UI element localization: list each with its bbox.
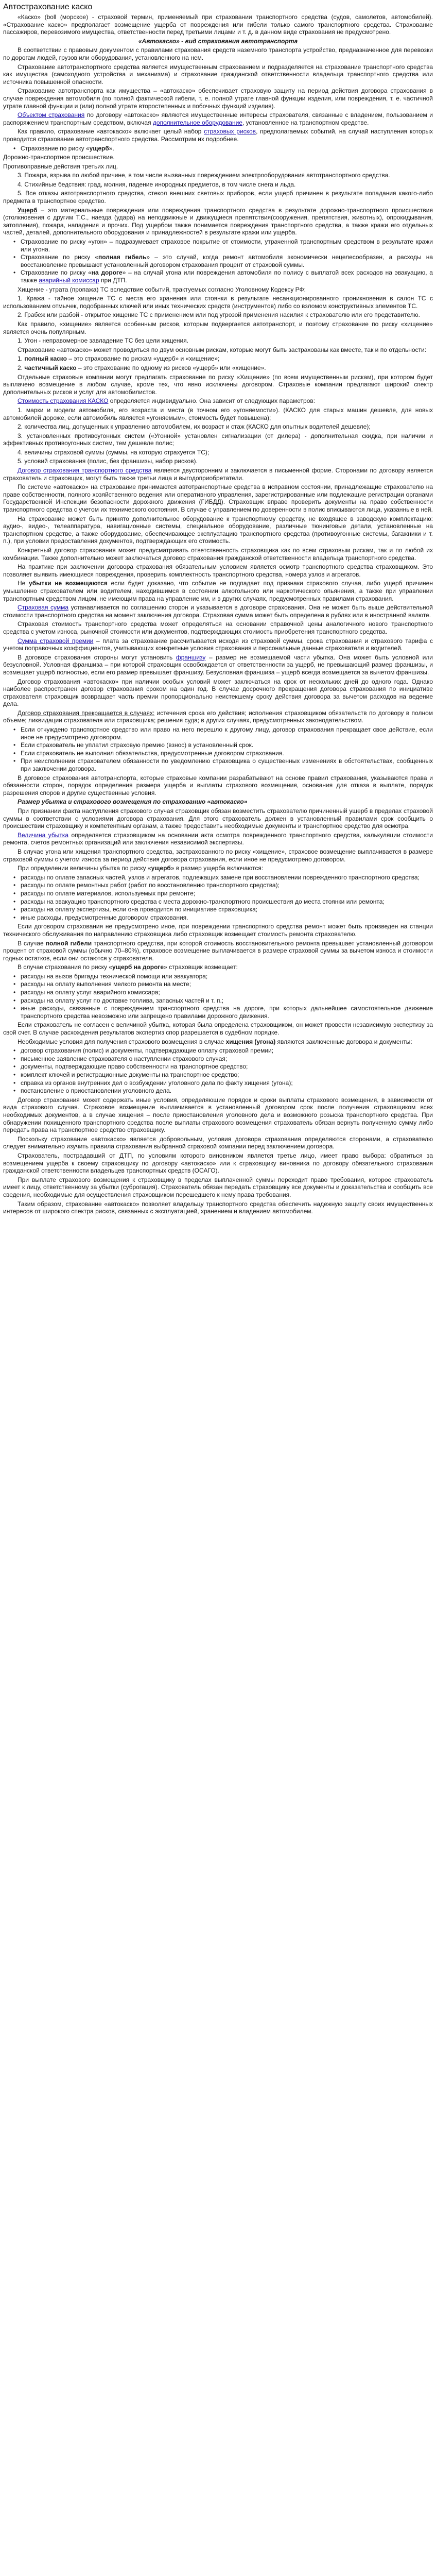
list: [3, 726, 433, 773]
list-item: • расходы на оплату экспертизы, если она проводится по инициативе страховщика;: [21, 906, 433, 913]
text: ».: [109, 144, 114, 152]
text: » страховщик возмещает:: [164, 963, 238, 971]
paragraph: Отдельные страховые компании могут предлагать страхование по риску «Хищение» (по всем имущественным рискам), при котором будет выплачено возмещение в любом случае, кроме тех, что явно исключены договором. Страховые компании предлагают широкий спектр дополнительных рисков и услуг для автомобилистов.: [3, 373, 433, 396]
paragraph: [3, 128, 433, 143]
list: [3, 1047, 433, 1095]
paragraph: Страхование автотранспортного средства является имущественным страхованием и подразделяется на страхование транспортного средства как имущества (самоходного устройства и механизма) и страхование гражданской ответственности владельца транспортного средства или источника повышенной опасности.: [3, 63, 433, 86]
text: истечения срока его действия; исполнения страховщиком обязательств по договору в полном объеме; ликвидации страхователя или страховщика; решения суда; в других случаях, предусмотренных законодательством.: [3, 709, 433, 724]
list-item: • Если страхователь не уплатил страховую премию (взнос) в установленный срок.: [21, 741, 433, 749]
paragraph: [3, 940, 433, 962]
emphasis: полной гибели: [45, 939, 92, 947]
paragraph: [3, 637, 433, 652]
list-item: • справка из органов внутренних дел о возбуждении уголовного дела по факту хищения (угона);: [21, 1079, 433, 1087]
paragraph: Поскольку страхование «автокаско» является добровольным, условия договора страхования определяются сторонами, а страхователю следует внимательно изучить правила страхования выбранной страховой компании перед заключением договора.: [3, 1135, 433, 1150]
list-item: • Если отчуждено транспортное средство или право на него перешло к другому лицу, договор страхования прекращает свое действие, если иное не предусмотрено договором.: [21, 726, 433, 741]
list-item: • расходы по оплате запасных частей, узлов и агрегатов, подлежащих замене при восстановлении поврежденного транспортного средства;: [21, 874, 433, 882]
paragraph: [3, 654, 433, 676]
paragraph: [3, 1038, 433, 1046]
paragraph: 1. Угон - неправомерное завладение ТС без цели хищения.: [18, 337, 189, 345]
paragraph: Если страхователь не согласен с величиной убытка, которая была определена страховщиком, он может провести независимую экспертизу за свой счет. В случае расхождения результатов экспертиз спор разрешается в судебном порядке.: [3, 1021, 433, 1037]
paragraph: [3, 111, 433, 126]
franchise-link[interactable]: франшизу: [176, 653, 206, 661]
text: если будет доказано, что событие не подпадает под признаки страхового случая, либо ущерб причинен умышленно страхователем или водителем, находившимся в состоянии алкогольного или наркотического опьянения, а также при управлении транспортным средством лицом, не имеющим права на управление им, и в других случаях, предусмотренных правилами страхования.: [3, 580, 433, 602]
paragraph: На практике при заключении договора страхования обязательным условием является осмотр транспортного средства страховщиком. Это позволяет выявить имеющиеся повреждения, проверить комплектность транспортного средства, номера узлов и агрегатов.: [3, 563, 433, 578]
paragraph: В договоре страхования автотранспорта, которые страховые компании разрабатывают на основе правил страхования, указываются права и обязанности сторон, порядок определения размера ущерба и выплаты страхового возмещения, основания для отказа в выплате, порядок разрешения споров и другие существенные условия.: [3, 774, 433, 796]
section-heading: [3, 798, 433, 806]
paragraph: Противоправные действия третьих лиц.: [3, 162, 118, 170]
emphasis: полная гибель: [98, 253, 147, 261]
section-heading-text: Размер убытка и страхового возмещения по страхованию «автокаско»: [18, 798, 248, 806]
risks-link[interactable]: страховых рисков: [204, 128, 256, 135]
paragraph: 3. установленных противоугонных систем («Угонной» установлен сигнализации (от дилера) - дополнительная скидка, при наличии и эффективных противоугонных систем, тем дешевле полис;: [3, 432, 433, 447]
text: Страхование по риску «: [21, 269, 92, 277]
text: – это страхование по одному из рисков «ущерб» или «хищение».: [76, 364, 266, 371]
emphasis: хищения (угона): [225, 1038, 276, 1045]
list-item: • Если страхователь не выполнил обязательства, предусмотренные договором страхования.: [21, 750, 433, 757]
text: » в размер ущерба включаются:: [170, 865, 264, 872]
paragraph: [3, 580, 433, 602]
list-item: • иные расходы, предусмотренные договором страхования.: [21, 914, 433, 922]
text: транспортного средства, при которой стоимость восстановительного ремонта превышает установленный договором процент от страховой суммы (обычно 70–80%), страховое возмещение выплачивается в размере страховой суммы за вычетом износа и стоимости годных остатков, если они остаются у страхователя.: [3, 939, 433, 962]
paragraph: 5. условий страхования (полис, без франшизы, набор рисков).: [18, 457, 198, 465]
paragraph: Если договором страхования не предусмотрено иное, при повреждении транспортного средства ремонт может быть произведен на станции технического обслуживания по направлению страховщика либо страховщик возмещает стоимость ремонта страхователю.: [3, 923, 433, 938]
text: является двусторонним и заключается в письменной форме. Сторонами по договору является страхователь и страховщик, могут быть также третьи лица и выгодоприобретатели.: [3, 467, 433, 482]
paragraph: Страхование автотранспорта как имущества – «автокаско» обеспечивает страховую защиту на период действия договора страхования в случае повреждения автомобиля (по полной фактической гибели, т. е. полной утрате главной функции изделия, или повреждения, т. е. частичной утрате главной функции и (или) полной утрате второстепенных и побочных функций изделия).: [3, 87, 433, 110]
paragraph: [3, 604, 433, 619]
list-item: • постановление о приостановлении уголовного дела.: [21, 1087, 433, 1095]
paragraph: При признании факта наступления страхового случая страховщик обязан возместить страхователю причиненный ущерб в пределах страховой суммы в соответствии с условиями договора страхования. Для этого страхователь должен в установленный правилами срок сообщить о происшествии страховщику и компетентным органам, а также предоставить необходимые документы и транспортное средство для осмотра.: [3, 807, 433, 830]
list-item: • расходы по оплате ремонтных работ (работ по восстановлению транспортного средства);: [21, 882, 433, 889]
object-link[interactable]: Объектом страхования: [18, 111, 85, 119]
text: Как правило, страхование «автокаско» включает целый набор: [18, 128, 204, 135]
list-item: • расходы на оплату услуг аварийного комиссара;: [21, 989, 433, 996]
text: В случае: [18, 939, 46, 947]
term: Договор страхования прекращается в случаях:: [18, 709, 155, 717]
paragraph: При выплате страхового возмещения к страховщику в пределах выплаченной суммы переходит право требования, которое страхователь имеет к лицу, ответственному за убытки (суброгация). Страхователь обязан передать страховщику все документы и доказательства и сообщить все сведения, необходимые для осуществления страховщиком перешедшего к нему права требования.: [3, 1176, 433, 1198]
text: При определении величины убытка по риску «: [18, 865, 151, 872]
text: 1.: [18, 355, 25, 363]
text: – размер не возмещаемой части убытка. Она может быть условной или безусловной. Условная франшиза – при которой страховщик освобождается от ответственности за ущерб, не превышающий размер франшизы, и возмещает ущерб полностью, если его размер превышает франшизу. Безусловная франшиза – ущерб всегда возмещается за вычетом франшизы.: [3, 653, 433, 676]
list-item: • При неисполнении страхователем обязанности по уведомлению страховщика о существенных изменениях в обстоятельствах, сообщенных при заключении договора.: [21, 757, 433, 772]
paragraph: 5. Все отказы автотранспортного средства, стекол внешних световых приборов, если ущерб причинен в результате попадания какого-либо предмета в транспортное средство.: [3, 190, 433, 205]
list-item: • расходы на эвакуацию транспортного средства с места дорожно-транспортного происшествия до места стоянки или ремонта;: [21, 898, 433, 906]
text: Страхование по риску «: [21, 144, 90, 152]
paragraph: [3, 709, 433, 724]
paragraph: 1. марки и модели автомобиля, его возраста и места (в точном его «угоняемости»). (КАСКО для старых машин дешевле, для новых автомобилей дороже, если автомобиль является «угоняемым», стоимость будет повышена);: [3, 406, 433, 421]
list-item: • договор страхования (полис) и документы, подтверждающие оплату страховой премии;: [21, 1047, 433, 1055]
paragraph: Страхователь, пострадавший от ДТП, по условиям которого виновником является третье лицо, имеет право выбора: обратиться за возмещением ущерба к своему страховщику по договору «автокаско» или к страховщику виновника по договору обязательного страхования гражданской ответственности владельцев транспортных средств (ОСАГО).: [3, 1151, 433, 1175]
list-item: [21, 145, 433, 152]
paragraph: [3, 832, 433, 846]
section-heading: [3, 38, 433, 45]
text: Необходимые условия для получения страхового возмещения в случае: [18, 1038, 226, 1045]
text: » – это случай, когда ремонт автомобиля экономически нецелесообразен, а расходы на восстановление превышают установленный договором страхования процент от страховой суммы.: [21, 253, 433, 268]
paragraph: Договор страхования может содержать иные условия, определяющие порядок и сроки выплаты страхового возмещения, в зависимости от вида страхового случая. Страховое возмещение выплачивается в установленный договором срок после получения страховщиком всех необходимых документов, а в случае хищения – после приостановления уголовного дела и возможного розыска транспортного средства. При обнаружении похищенного транспортного средства после выплаты страхового возмещения страхователь обязан вернуть полученную сумму либо передать права на транспортное средство страховщику.: [3, 1096, 433, 1134]
list-item: • документы, подтверждающие право собственности на транспортное средство;: [21, 1063, 433, 1071]
paragraph: На страхование может быть принято дополнительное оборудование к транспортному средству, не входящее в заводскую комплектацию: аудио-, видео-, телеаппаратура, навигационные системы, специальное оборудование, различные тюнинговые детали, установленные на транспортном средстве, а также оборудование, обеспечивающее эксплуатацию транспортного средства (противоугонные системы, багажники и т. п.), при условии предоставления документов, подтверждающих его стоимость.: [3, 515, 433, 545]
emphasis: ущерб: [151, 865, 171, 872]
list-item: [21, 269, 433, 284]
loss-link[interactable]: Величина убытка: [18, 831, 68, 839]
text: В случае страхования по риску «: [18, 963, 113, 971]
text: являются заключенные договора и документы:: [275, 1038, 412, 1045]
article: [0, 0, 436, 1222]
contract-link[interactable]: Договор страхования транспортного средства: [18, 467, 152, 474]
paragraph: [3, 467, 433, 482]
text: устанавливается по соглашению сторон и указывается в договоре страхования. Она не может быть выше действительной стоимости транспортного средства на момент заключения договора. Страховая сумма может быть определена в рублях или в иностранной валюте.: [3, 604, 433, 619]
text: – это материальные повреждения или повреждения транспортного средства в результате дорожно-транспортного происшествия (столкновения с другим Т.С., наезда (удара) на неподвижные и движущиеся препятствия(сооружения, препятствия, животных), опрокидывания, затопления), пожара, нападения и прочих. Под ущербом также понимается повреждения транспортного средства, а также кражи его отдельных частей, деталей, дополнительного оборудования и принадлежностей в результате кражи или ущерба.: [3, 206, 433, 236]
premium-link[interactable]: Сумма страховой премии: [18, 637, 94, 645]
paragraph: [3, 355, 433, 363]
text: при ДТП.: [99, 277, 127, 284]
equipment-link[interactable]: дополнительное оборудование: [152, 118, 242, 126]
cost-link[interactable]: Стоимость страхования КАСКО: [18, 397, 109, 405]
paragraph: В соответствии с правовым документом с правилами страхования средств наземного транспорта устройство, предназначенное для перевозки по дорогам людей, грузов или оборудования, установленного на нем.: [3, 46, 433, 61]
list-item: • письменное заявление страхователя о наступлении страхового случая;: [21, 1055, 433, 1063]
list: [3, 874, 433, 922]
paragraph: «Каско» (boll (морское) - страховой термин, применяемый при страховании транспортного средства (судов, самолетов, автомобилей). «Страхование каско» предполагает возмещение ущерба от повреждения или гибели только самого транспортного средства. Страхование пассажиров, перевозимого имущества, ответственности перед третьими лицами и т. д. в данном виде страхования не предусмотрено.: [3, 13, 433, 36]
paragraph: Страхование «автокаско» может проводиться по двум основным рискам, которые могут быть застрахованы как вместе, так и по отдельности:: [18, 346, 427, 353]
paragraph: 1. Кража - тайное хищение ТС с места его хранения или стоянки в результате несанкционированного проникновения в салон ТС с использованием отмычек, подобранных ключей или иных технических средств (инструментов) либо со взломом конструктивных элементов ТС.: [3, 295, 433, 310]
text: , предполагаемых событий, на случай наступления которых проводится страхование автотранспортного средства. Рассмотрим их подробнее.: [3, 128, 433, 143]
list-item: • комплект ключей и регистрационные документы на транспортное средство;: [21, 1071, 433, 1079]
paragraph: Таким образом, страхование «автокаско» позволяет владельцу транспортного средства обеспечить надежную защиту своих имущественных интересов от широкого спектра рисков, связанных с эксплуатацией, хранением и владением автомобилем.: [3, 1200, 433, 1215]
paragraph: [3, 207, 433, 236]
text: – это страхование по рискам «ущерб» и «хищение»;: [66, 355, 220, 363]
paragraph: 2. количества лиц, допущенных к управлению автомобилем, их возраст и стаж (КАСКО для опытных водителей дешевле);: [18, 423, 371, 431]
text: по договору «автокаско» являются имущественные интересы страхователя, связанные с владением, пользованием и распоряжением транспортным средством, включая: [3, 111, 433, 126]
sum-link[interactable]: Страховая сумма: [18, 604, 69, 612]
text: » – на случай угона или повреждения автомобиля по полису с выплатой всех расходов на эвакуацию, а также: [21, 269, 433, 284]
emphasis: ущерб: [89, 144, 109, 152]
paragraph: Договор страхования «автокаско» при наличии особых условий может заключаться на срок от нескольких дней до одного года. Однако наиболее распространен договор страхования сроком на один год. В случае досрочного прекращения договора страхования по инициативе страхователя страховщик возвращает часть премии пропорционально неистекшему сроку действия договора за вычетом расходов на ведение дела.: [3, 677, 433, 708]
text: 2.: [18, 364, 25, 371]
paragraph: Страховая стоимость транспортного средства может определяться на основании справочной цены аналогичного нового транспортного средства с учетом износа, рыночной стоимости или документов, подтверждающих стоимость приобретения транспортного средства.: [3, 620, 433, 635]
text: определяется страховщиком на основании акта осмотра поврежденного транспортного средства, калькуляции стоимости ремонта, счетов ремонтных организаций или заключения независимой экспертизы.: [3, 831, 433, 846]
paragraph: [3, 963, 433, 971]
commissioner-link[interactable]: аварийный комиссар: [39, 277, 99, 284]
text: определяется индивидуально. Она зависит от следующих параметров:: [108, 397, 316, 405]
section-heading-text: «Автокаско» - вид страхования автотранспорта: [138, 37, 298, 45]
emphasis: частичный каско: [24, 364, 77, 371]
list-item: [21, 253, 433, 268]
list: [3, 145, 433, 152]
paragraph: [3, 364, 433, 372]
emphasis: убытки не возмещаются: [29, 580, 108, 587]
text: В договоре страхования стороны могут установить: [18, 653, 176, 661]
paragraph: [3, 865, 433, 872]
paragraph: [3, 397, 433, 405]
text: , установленное на транспортном средстве.: [242, 118, 369, 126]
list-item: • расходы на оплату выполнения мелкого ремонта на месте;: [21, 980, 433, 988]
term: Ущерб: [18, 206, 38, 214]
emphasis: ущерб на дороге: [112, 963, 164, 971]
paragraph: Конкретный договор страхования может предусматривать ответственность страховщика как по всем страховым рискам, так и по любой их комбинации. Также дополнительно может заключаться договор страхования гражданской ответственности владельца транспортного средства.: [3, 547, 433, 562]
page-title: Автострахование каско: [3, 3, 93, 11]
paragraph: 2. Грабеж или разбой - открытое хищение ТС с применением или под угрозой применения насилия к страхователю или его представителю.: [18, 311, 420, 319]
list-item: • иные расходы, связанные с повреждением транспортного средства на дороге, при которых дальнейшее самостоятельное движение транспортного средства невозможно или запрещено правилами дорожного движения.: [21, 1005, 433, 1020]
list: [3, 238, 433, 284]
paragraph: Хищение - утрата (пропажа) ТС вследствие событий, трактуемых согласно Уголовному Кодексу РФ:: [18, 285, 306, 293]
text: Страхование по риску «: [21, 253, 98, 261]
paragraph: 3. Пожара, взрыва по любой причине, в том числе вызванных повреждением электрооборудования автотранспортного средства.: [18, 172, 390, 179]
emphasis: на дороге: [91, 269, 123, 277]
list-item: • расходы на оплату услуг по доставке топлива, запасных частей и т. п.;: [21, 997, 433, 1005]
text: – плата за страхование рассчитывается исходя из страховой суммы, срока страхования и страхового тарифа с учетом поправочных коэффициентов, учитывающих конкретные условия страхования и персональные данные страхователя и водителей.: [3, 637, 433, 652]
list: [3, 973, 433, 1020]
paragraph: 4. величины страховой суммы (суммы, на которую страхуется ТС);: [18, 448, 210, 456]
list-item: • Страхование по риску «угон» – подразумевает страховое покрытие от стоимости, утраченной транспортным средством в результате кражи или угона.: [21, 238, 433, 253]
list-item: • расходы на вызов бригады технической помощи или эвакуатора;: [21, 973, 433, 980]
paragraph: Дорожно-транспортное происшествие.: [3, 154, 115, 161]
text: Не: [18, 580, 29, 587]
paragraph: 4. Стихийные бедствия: град, молния, падение инородных предметов, в том числе снега и льда.: [18, 180, 296, 188]
paragraph: В случае угона или хищения транспортного средства, застрахованного по риску «хищение», страховое возмещение выплачивается в размере страховой суммы с учетом износа за период действия договора страхования, если иное не предусмотрено договором.: [3, 848, 433, 863]
list-item: • расходы по оплате материалов, используемых при ремонте;: [21, 890, 433, 897]
emphasis: полный каско: [24, 355, 67, 363]
paragraph: Как правило, «хищение» является особенным рисков, которым подвергается автотранспорт, и поэтому страхование по риску «хищение» является очень популярным.: [3, 320, 433, 335]
paragraph: По системе «автокаско» на страхование принимаются автотранспортные средства в исправном состоянии, принадлежащие страхователю на праве собственности, полного хозяйственного ведения или оперативного управления, зарегистрированные или подлежащие регистрации органами Государственной Инспекции безопасности дорожного движения (ГИБДД). Страховщик вправе проверить документы на право собственности транспортного средства с учетом их технического состояния. В случае с управлением по доверенности в полис вписываются лица, указанные в ней.: [3, 483, 433, 514]
